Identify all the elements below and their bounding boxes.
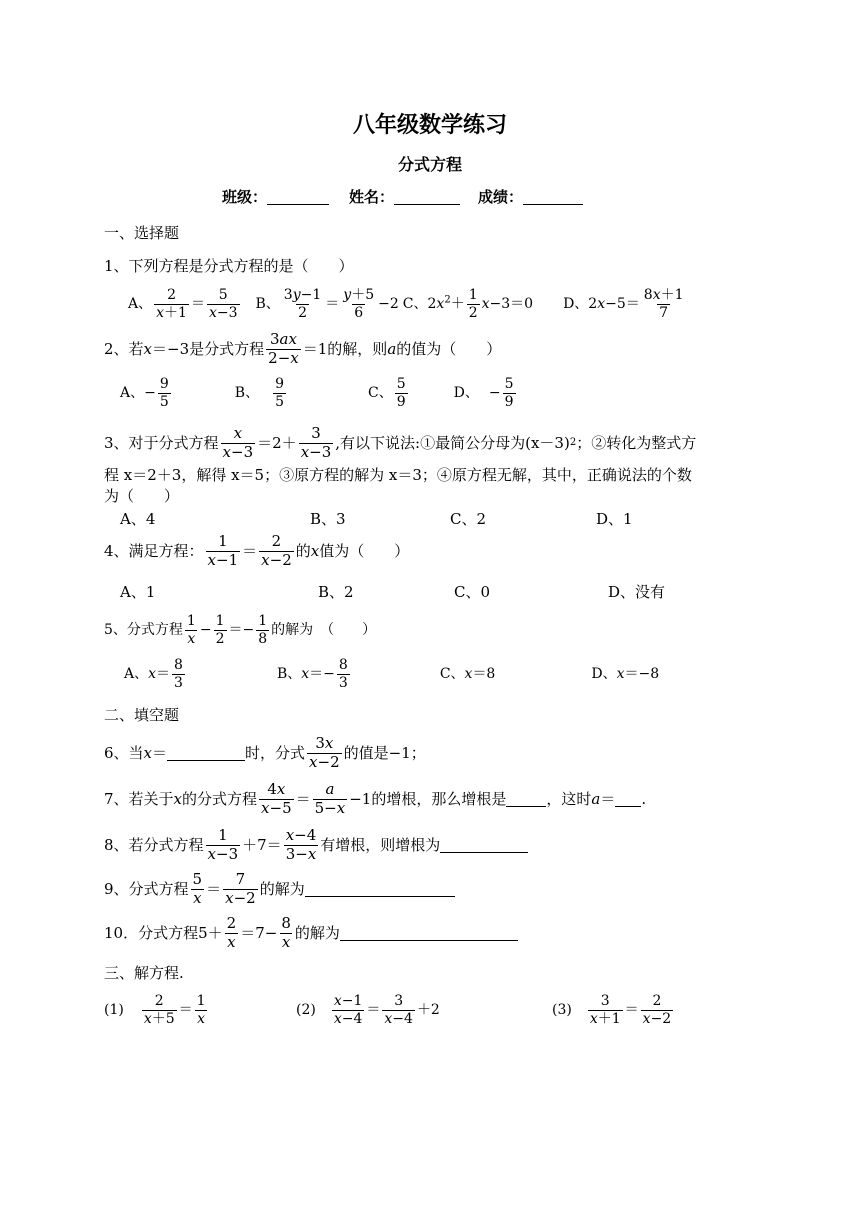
question-5-options: A、 x＝ $\frac{8}{3}$ B、 x＝− $\frac{8}{3}$ C、 x＝8 D、 x＝−8 [124,657,660,691]
q2-text-d: 的值为（ ） [396,339,502,358]
q7-text-d: ，这时 [546,789,592,808]
problem-3: (3) $\frac{3}{x+1}$ ＝ $\frac{2}{x-2}$ [552,993,672,1027]
class-blank [267,190,329,205]
q10-text-a: 10．分式方程 [104,923,199,942]
q5-frac1: $\frac{1}{x}$ [186,613,196,647]
q2-text-b: 是分式方程 [189,339,265,358]
q6-text-b: 时，分式 [245,743,306,762]
problem-1: (1) $\frac{2}{x+5}$ ＝ $\frac{1}{x}$ [104,993,206,1027]
q2-option-a-label: A、 [120,385,145,402]
question-3-line2: 程 x＝2＋3，解得 x＝5；③原方程的解为 x＝3；④原方程无解，其中，正确说法的个数 [104,466,692,484]
q4-text-a: 4、满足方程： [104,541,204,560]
q2-frac: $\frac{3ax}{2-x}$ [268,330,299,367]
q5-frac2: $\frac{1}{2}$ [215,613,225,647]
q2-text-a: 2、若 [104,339,144,358]
q2-option-d-label: D、 [453,385,479,402]
q3-option-c: C、2 [450,510,487,528]
q7-text-a: 7、若关于 [104,789,174,808]
q1-b-frac2: $\frac{y+5}{6}$ [343,287,375,321]
q7-a-blank[interactable] [615,792,641,807]
q6-answer-blank[interactable] [167,746,245,761]
q7-text-b: 的分式方程 [182,789,258,808]
q7-text-c: 的增根，那么增根是 [371,789,507,808]
q1-c-frac: $\frac{1}{2}$ [468,287,478,321]
q5-text-b: 的解为 （ ） [271,622,377,639]
q9-frac1: $\frac{5}{x}$ [192,870,203,907]
section-solve-heading: 三、解方程. [104,964,184,982]
q4-text-c: 值为（ ） [319,541,410,560]
q3-option-a: A、4 [120,510,156,528]
problem-3-label: (3) [552,1002,572,1019]
q2-option-c-label: C、 [368,385,393,402]
q2-c-frac: $\frac{5}{9}$ [396,376,406,410]
q3-option-b: B、3 [310,510,346,528]
section-fill-heading: 二、填空题 [104,706,180,724]
question-8: 8、若分式方程 $\frac{1}{x-3}$ ＋7＝ $\frac{x-4}{3-x}$ 有增根，则增根为 [104,828,528,863]
q8-frac1: $\frac{1}{x-3}$ [207,826,239,863]
q5-frac3: $\frac{1}{8}$ [258,613,268,647]
q1-option-b-label: B、 [255,296,280,313]
q2-option-b-label: B、 [234,385,260,402]
q1-b-frac1: $\frac{3y-1}{2}$ [283,287,322,321]
q3-text-c: ；②转化为整式方 [576,433,697,452]
p1-frac2: $\frac{1}{x}$ [196,993,206,1027]
q8-text-a: 8、若分式方程 [104,835,204,854]
q5-text-a: 5、分式方程 [104,622,183,639]
q6-text-a: 6、当 [104,743,144,762]
p3-frac2: $\frac{2}{x-2}$ [642,993,672,1027]
q10-text-b: 的解为 [294,923,340,942]
q3-option-d: D、1 [596,510,633,528]
q9-text-a: 9、分式方程 [104,879,189,898]
q1-option-c-label: C、 [402,296,428,313]
q7-frac2: $\frac{a}{5-x}$ [314,780,346,817]
p2-frac2: $\frac{3}{x-4}$ [384,993,413,1027]
q4-option-b: B、2 [318,583,354,601]
question-2-stem: 2、若 x ＝−3 是分式方程 $\frac{3ax}{2-x}$ ＝1 的解，则 a 的值为（ ） [104,330,502,367]
p3-frac1: $\frac{3}{x+1}$ [589,993,621,1027]
q5-option-b-label: B、 [276,666,302,683]
q2-text-c: 的解，则 [327,339,388,358]
q8-text-b: 有增根，则增根为 [320,835,441,854]
q6-text-c: 的值是−1； [343,743,426,762]
question-5-stem: 5、分式方程 $\frac{1}{x}$ − $\frac{1}{2}$ ＝− $\frac{1}{8}$ 的解为 （ ） [104,613,377,647]
q9-frac2: $\frac{7}{x-2}$ [225,870,256,907]
q3-frac2: $\frac{3}{x-3}$ [300,424,332,461]
q8-answer-blank[interactable] [440,838,528,853]
q1-d-frac: $\frac{8x+1}{7}$ [643,287,684,321]
question-7: 7、若关于 x 的分式方程 $\frac{4x}{x-5}$ ＝ $\frac{a}{5-x}$ −1 的增根，那么增根是 ，这时 a＝ . [104,780,647,817]
q5-a-frac: $\frac{8}{3}$ [174,657,183,691]
q3-frac1: $\frac{x}{x-3}$ [222,424,254,461]
name-label: 姓名： [349,188,395,206]
q10-answer-blank[interactable] [340,926,518,941]
q1-a-frac1: $\frac{2}{x+1}$ [156,287,187,321]
question-3-line3: 为（ ） [104,487,180,505]
q2-d-frac: $\frac{5}{9}$ [504,376,514,410]
q1-a-frac2: $\frac{5}{x-3}$ [208,287,238,321]
question-1-options: A、 $\frac{2}{x+1}$ ＝ $\frac{5}{x-3}$ B、 $\frac{3y-1}{2}$ ＝ $\frac{y+5}{6}$ −2 C、 $2x^2+$ $\frac{1}{2}$ x−3＝0 D、 2x−5＝ $\frac{8x+1}{7}$ [128,287,684,321]
q3-text-a: 3、对于分式方程 [104,433,219,452]
p2-frac1: $\frac{x-1}{x-4}$ [333,993,363,1027]
question-4-stem: 4、满足方程： $\frac{1}{x-1}$ ＝ $\frac{2}{x-2}$ 的 x 值为（ ） [104,532,410,569]
question-6: 6、当 x＝ 时，分式 $\frac{3x}{x-2}$ 的值是−1； [104,734,426,771]
q5-b-frac: $\frac{8}{3}$ [338,657,348,691]
page-title: 八年级数学练习 [352,113,507,138]
page-subtitle: 分式方程 [397,155,462,174]
section-choice-heading: 一、选择题 [104,224,180,242]
problem-2-label: (2) [296,1002,316,1019]
score-label: 成绩： [478,188,524,206]
q5-option-c-label: C、 [439,666,465,683]
q4-frac2: $\frac{2}{x-2}$ [261,532,292,569]
question-2-options: A、 − $\frac{9}{5}$ B、 $\frac{9}{5}$ C、 $\frac{5}{9}$ D、 − $\frac{5}{9}$ [120,376,514,410]
problem-2: (2) $\frac{x-1}{x-4}$ ＝ $\frac{3}{x-4}$ ＋2 [296,993,440,1027]
problem-1-label: (1) [104,1002,124,1019]
q5-option-d-label: D、 [591,666,617,683]
q4-frac1: $\frac{1}{x-1}$ [207,532,239,569]
q1-option-a-label: A、 [128,296,153,313]
q3-text-b: ,有以下说法:①最简公分母为(x－3) [335,433,570,452]
q9-answer-blank[interactable] [305,882,455,897]
name-blank [394,190,460,205]
q4-option-d: D、没有 [608,583,666,601]
question-10: 10．分式方程 5＋ $\frac{2}{x}$ ＝7− $\frac{8}{x}$ 的解为 [104,916,518,951]
q8-frac2: $\frac{x-4}{3-x}$ [285,826,317,863]
q6-frac: $\frac{3x}{x-2}$ [309,734,340,771]
q7-root-blank[interactable] [506,792,546,807]
question-9: 9、分式方程 $\frac{5}{x}$ ＝ $\frac{7}{x-2}$ 的解为 [104,872,455,907]
q2-a-frac: $\frac{9}{5}$ [159,376,169,410]
question-3-stem: 3、对于分式方程 $\frac{x}{x-3}$ ＝2＋ $\frac{3}{x-3}$ ,有以下说法:①最简公分母为(x－3) 2 ；②转化为整式方 [104,424,697,461]
q2-b-frac: $\frac{9}{5}$ [275,376,284,410]
class-label: 班级： [222,188,268,206]
q4-option-c: C、0 [454,583,491,601]
q10-frac2: $\frac{8}{x}$ [281,914,291,951]
score-blank [523,190,583,205]
q5-option-a-label: A、 [124,666,149,683]
q4-option-a: A、1 [120,583,156,601]
p1-frac1: $\frac{2}{x+5}$ [143,993,175,1027]
student-info-row [222,190,583,205]
q4-text-b: 的 [295,541,311,560]
q7-frac1: $\frac{4x}{x-5}$ [261,780,292,817]
question-1-stem: 1、下列方程是分式方程的是（ ） [104,257,354,275]
q9-text-b: 的解为 [259,879,305,898]
q1-option-d-label: D、 [563,296,589,313]
q10-frac1: $\frac{2}{x}$ [226,914,237,951]
